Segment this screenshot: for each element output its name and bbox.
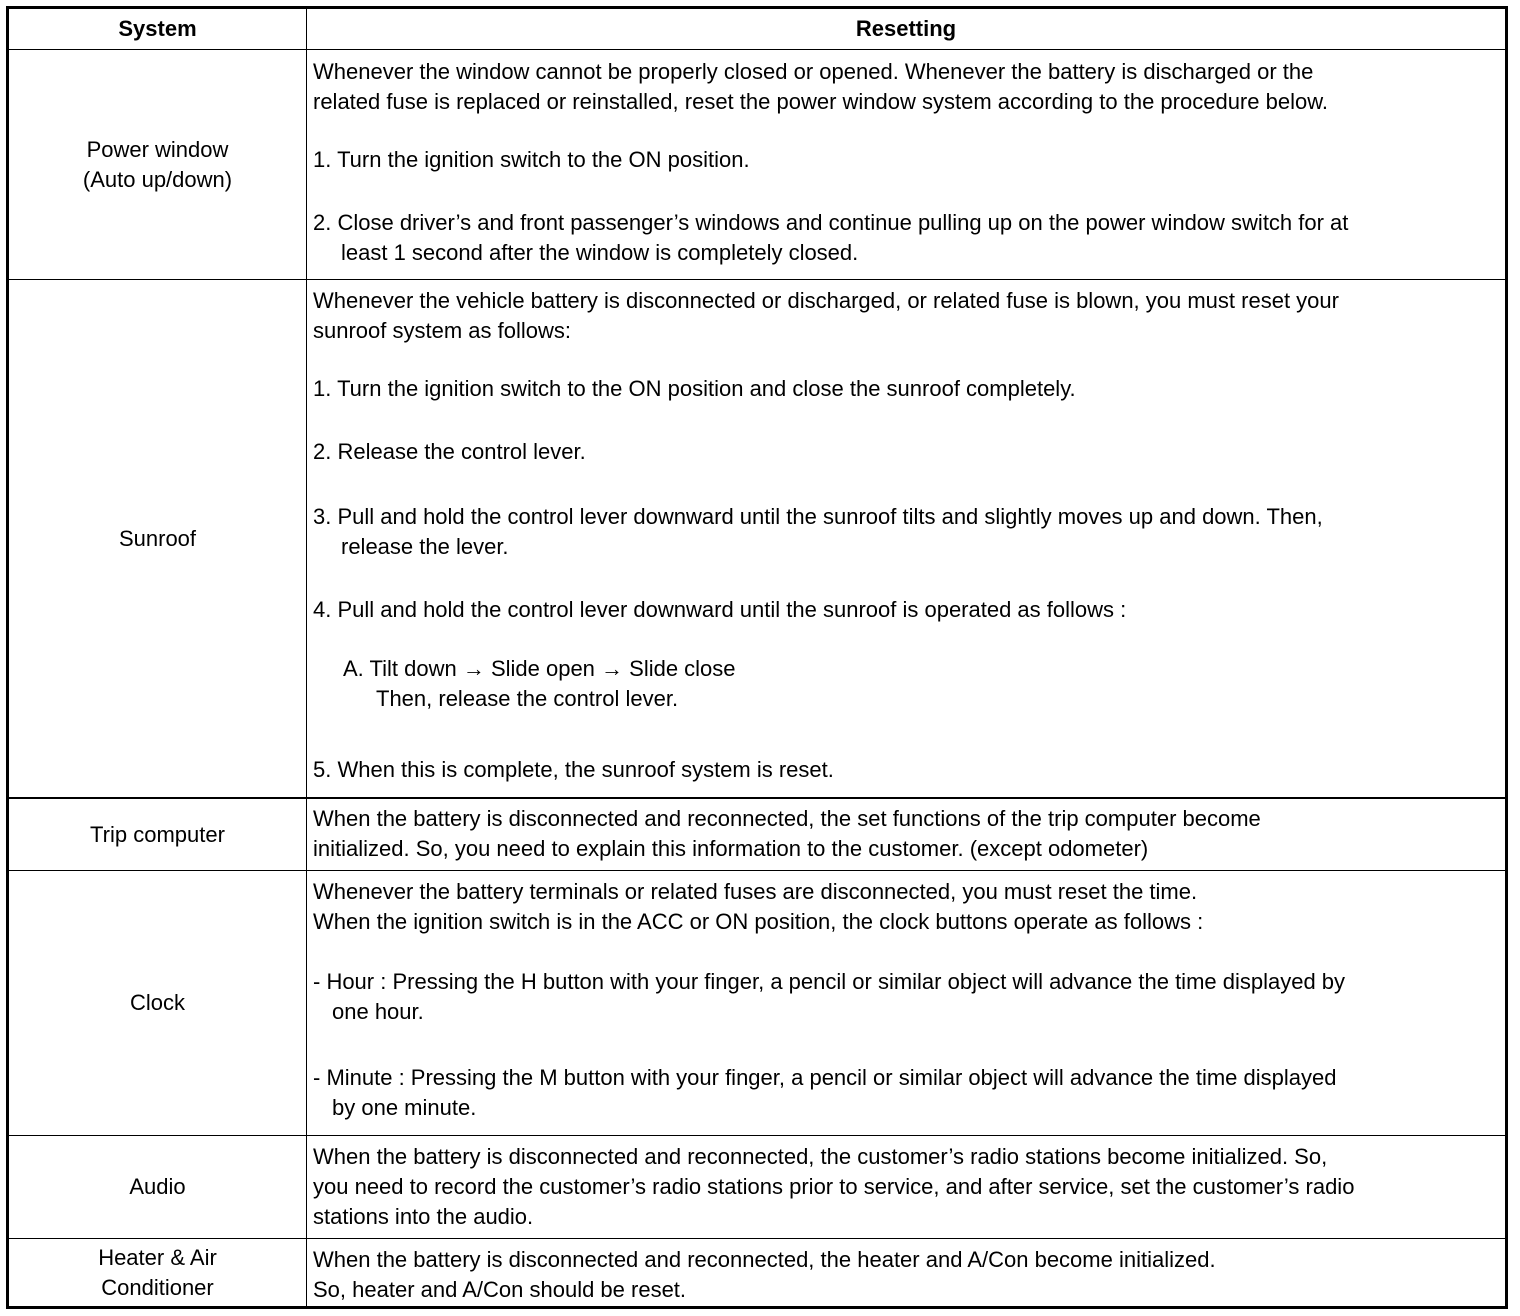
step-2-cont: least 1 second after the window is completely closed.	[341, 240, 859, 265]
table-row-heater-air-conditioner	[9, 1239, 1505, 1306]
table-row-trip-computer	[9, 799, 1505, 871]
resetting-cell	[307, 50, 1505, 279]
system-cell	[9, 799, 307, 870]
system-cell	[9, 1239, 307, 1306]
table-row-audio	[9, 1136, 1505, 1239]
step-4: 4. Pull and hold the control lever downward until the sunroof is operated as follows :	[313, 597, 1127, 622]
intro-text: initialized. So, you need to explain this information to the customer. (except odometer)	[313, 836, 1149, 861]
intro-text: Whenever the window cannot be properly closed or opened. Whenever the battery is discharged or the	[313, 59, 1314, 84]
intro-text: stations into the audio.	[313, 1204, 534, 1229]
step-1: 1. Turn the ignition switch to the ON position and close the sunroof completely.	[313, 376, 1076, 401]
hour-button-instruction-cont: one hour.	[332, 999, 424, 1024]
step-3: 3. Pull and hold the control lever downward until the sunroof tilts and slightly moves up and down. Then,	[313, 504, 1323, 529]
step-3-cont: release the lever.	[341, 534, 509, 559]
step-2: 2. Close driver’s and front passenger’s windows and continue pulling up on the power window switch for at	[313, 210, 1349, 235]
step-4-substep-a-cont: Then, release the control lever.	[376, 686, 679, 711]
step-2: 2. Release the control lever.	[313, 439, 586, 464]
system-cell	[9, 1136, 307, 1238]
header-system: System	[9, 9, 307, 49]
step-1: 1. Turn the ignition switch to the ON position.	[313, 147, 750, 172]
minute-button-instruction: - Minute : Pressing the M button with your finger, a pencil or similar object will advance the time displayed	[313, 1065, 1337, 1090]
intro-text: When the battery is disconnected and reconnected, the heater and A/Con become initialized.	[313, 1247, 1216, 1272]
table-row-sunroof	[9, 280, 1505, 799]
intro-text: you need to record the customer’s radio stations prior to service, and after service, set the customer’s radio	[313, 1174, 1355, 1199]
resetting-cell	[307, 280, 1505, 797]
intro-text: related fuse is replaced or reinstalled, reset the power window system according to the procedure below.	[313, 89, 1328, 114]
resetting-cell	[307, 1136, 1505, 1238]
system-cell	[9, 280, 307, 797]
step-5: 5. When this is complete, the sunroof system is reset.	[313, 757, 834, 782]
intro-text: sunroof system as follows:	[313, 318, 571, 343]
intro-text: Whenever the battery terminals or related fuses are disconnected, you must reset the time.	[313, 879, 1198, 904]
intro-text: When the battery is disconnected and reconnected, the set functions of the trip computer become	[313, 806, 1261, 831]
system-label: Audio	[129, 1174, 186, 1199]
table-row-clock	[9, 871, 1505, 1136]
system-cell	[9, 50, 307, 279]
header-resetting: Resetting	[855, 16, 957, 41]
resetting-cell	[307, 799, 1505, 870]
minute-button-instruction-cont: by one minute.	[332, 1095, 477, 1120]
step-4-substep-a: A. Tilt down → Slide open → Slide close	[343, 656, 736, 681]
hour-button-instruction: - Hour : Pressing the H button with your finger, a pencil or similar object will advance the time displayed by	[313, 969, 1346, 994]
resetting-cell	[307, 1239, 1505, 1306]
system-label: Heater & Air	[98, 1244, 217, 1270]
reset-procedures-table	[6, 6, 1508, 1309]
system-label: Power window	[86, 136, 229, 162]
resetting-cell	[307, 871, 1505, 1135]
system-label: Trip computer	[90, 821, 225, 847]
intro-text: When the ignition switch is in the ACC or ON position, the clock buttons operate as follows :	[313, 909, 1204, 934]
system-label: (Auto up/down)	[82, 166, 233, 192]
intro-text: So, heater and A/Con should be reset.	[313, 1277, 687, 1302]
intro-text: Whenever the vehicle battery is disconnected or discharged, or related fuse is blown, you must reset your	[313, 288, 1339, 313]
table-header-row	[9, 9, 1505, 50]
system-label: Sunroof	[118, 525, 197, 551]
system-label: Clock	[129, 990, 185, 1015]
table-row-power-window	[9, 50, 1505, 280]
intro-text: When the battery is disconnected and reconnected, the customer’s radio stations become initialized. So,	[313, 1144, 1328, 1169]
system-cell	[9, 871, 307, 1135]
system-label: Conditioner	[101, 1274, 214, 1300]
